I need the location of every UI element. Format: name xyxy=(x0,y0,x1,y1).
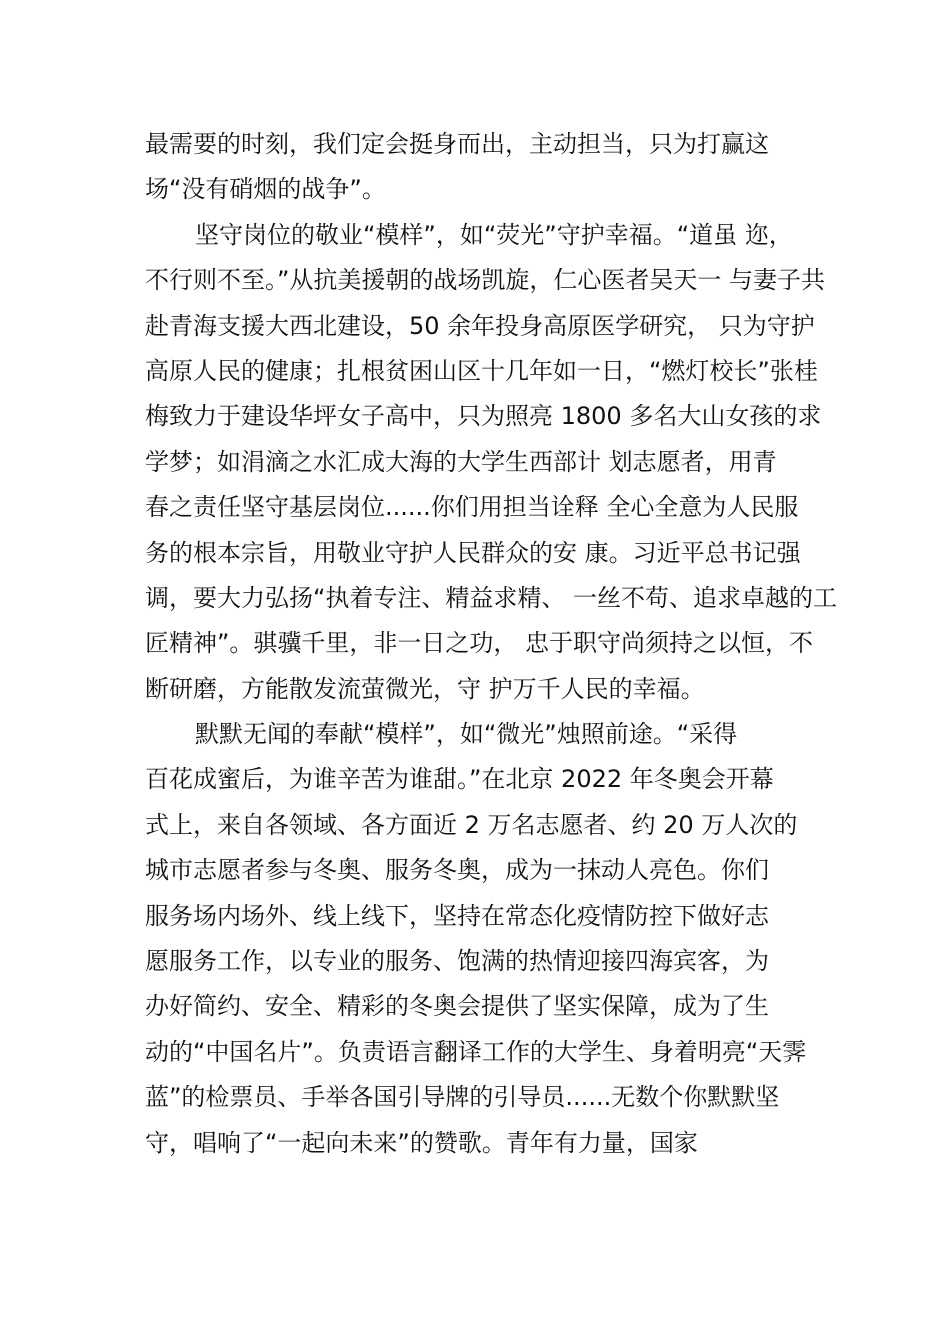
text-line: 城市志愿者参与冬奥、服务冬奥，成为一抹动人亮色。你们 xyxy=(145,856,769,885)
text-line: 赴青海支援大西北建设，50 余年投身高原医学研究， 只为守护 xyxy=(145,311,815,340)
text-line: 百花成蜜后，为谁辛苦为谁甜。”在北京 2022 年冬奥会开幕 xyxy=(145,765,774,794)
text-line: 梅致力于建设华坪女子高中，只为照亮 1800 多名大山女孩的求 xyxy=(145,402,822,431)
text-line: 服务场内场外、线上线下，坚持在常态化疫情防控下做好志 xyxy=(145,901,769,930)
text-line: 调，要大力弘扬“执着专注、精益求精、 一丝不苟、追求卓越的工 xyxy=(145,583,838,612)
body-text xyxy=(145,122,845,1166)
text-line: 场“没有硝烟的战争”。 xyxy=(145,175,386,204)
text-line: 不行则不至。”从抗美援朝的战场凯旋，仁心医者吴天一 与妻子共 xyxy=(145,266,826,295)
paragraph-start-line: 坚守岗位的敬业“模样”，如“荧光”守护幸福。“道虽 迩， xyxy=(195,220,793,249)
text-line: 办好简约、安全、精彩的冬奥会提供了坚实保障，成为了生 xyxy=(145,992,769,1021)
text-line: 务的根本宗旨，用敬业守护人民群众的安 康。习近平总书记强 xyxy=(145,538,801,567)
text-line: 最需要的时刻，我们定会挺身而出，主动担当，只为打赢这 xyxy=(145,130,769,158)
text-line: 学梦；如涓滴之水汇成大海的大学生西部计 划志愿者，用青 xyxy=(145,447,777,476)
text-line: 高原人民的健康；扎根贫困山区十几年如一日，“燃灯校长”张桂 xyxy=(145,356,818,385)
text-line: 动的“中国名片”。负责语言翻译工作的大学生、身着明亮“天霁 xyxy=(145,1037,807,1066)
paragraph-start-line: 默默无闻的奉献“模样”，如“微光”烛照前途。“采得 xyxy=(195,720,738,749)
text-line: 守，唱响了“一起向未来”的赞歌。青年有力量，国家 xyxy=(145,1128,698,1157)
text-line: 式上，来自各领域、各方面近 2 万名志愿者、约 20 万人次的 xyxy=(145,810,798,839)
text-line: 断研磨，方能散发流萤微光，守 护万千人民的幸福。 xyxy=(145,674,705,703)
text-line: 蓝”的检票员、手举各国引导牌的引导员......无数个你默默坚 xyxy=(145,1083,780,1112)
text-line: 匠精神”。骐骥千里，非一日之功， 忠于职守尚须持之以恒，不 xyxy=(145,629,814,658)
text-line: 春之责任坚守基层岗位......你们用担当诠释 全心全意为人民服 xyxy=(145,493,799,522)
text-line: 愿服务工作，以专业的服务、饱满的热情迎接四海宾客，为 xyxy=(145,947,769,976)
